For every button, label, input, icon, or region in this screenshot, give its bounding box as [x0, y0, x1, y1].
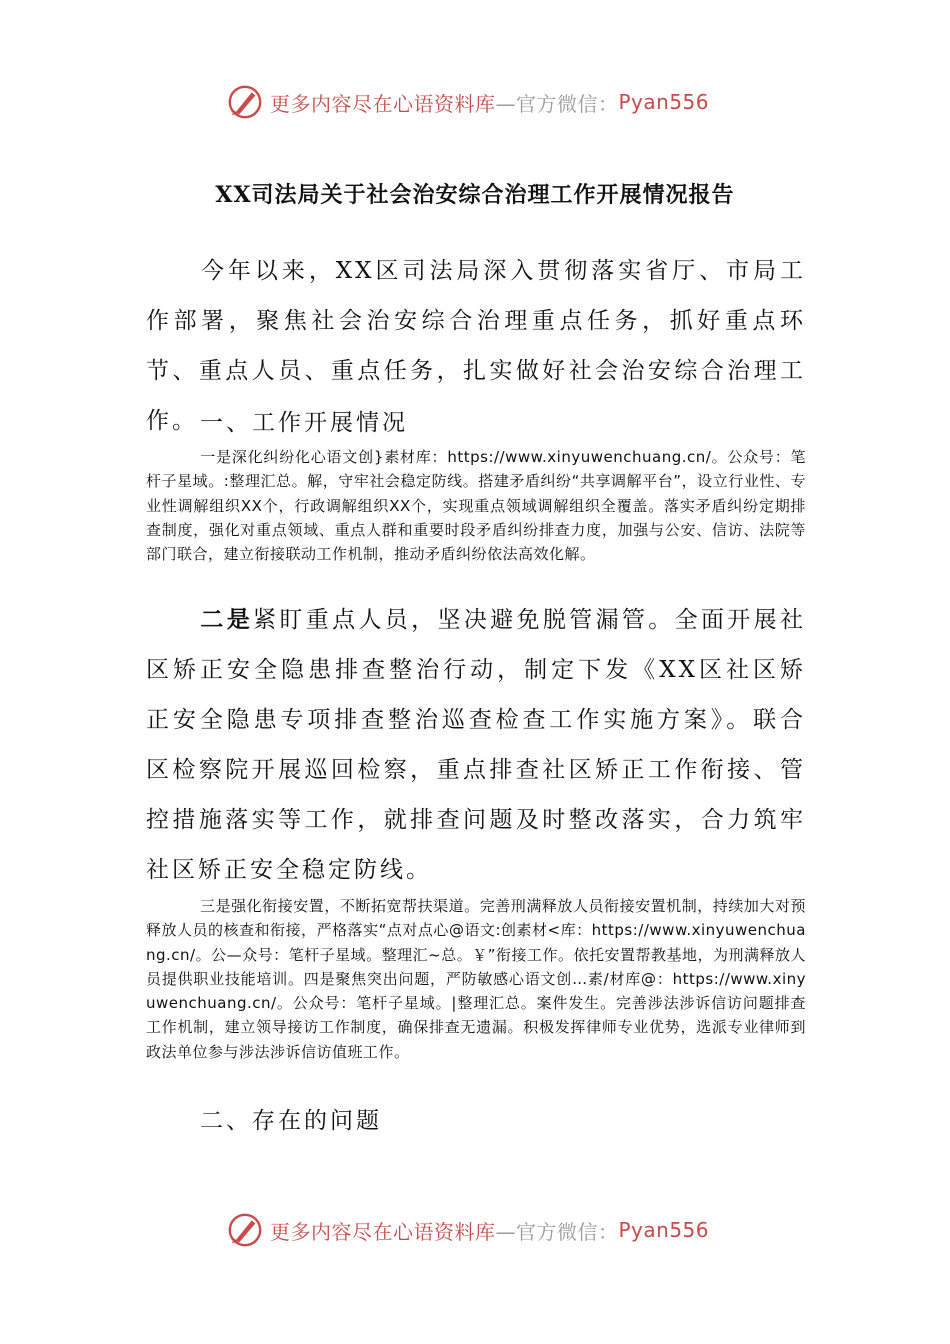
- paragraph-3: [146, 894, 806, 1064]
- footer-watermark: [226, 1210, 746, 1250]
- watermark-text-id: Pyan556: [618, 1218, 710, 1242]
- pen-logo-icon: [226, 1211, 264, 1249]
- watermark-text-main: 更多内容尽在心语资料库: [270, 1219, 496, 1244]
- pen-logo-icon: [226, 83, 264, 121]
- paragraph-2-lead: 二是: [200, 606, 254, 633]
- paragraph-2: [146, 595, 806, 895]
- paragraph-2-text: 紧盯重点人员，坚决避免脱管漏管。全面开展社区矫正安全隐患排查整治行动，制定下发《XX区社区矫正安全隐患专项排查整治巡查检查工作实施方案》。联合区检察院开展巡回检察，重点排查社区矫正工作衔接、管控措施落实等工作，就排查问题及时整改落实，合力筑牢社区矫正安全稳定防线。: [146, 607, 807, 883]
- paragraph-3-text: 三是强化衔接安置，不断拓宽帮扶渠道。完善刑满释放人员衔接安置机制，持续加大对预释放人员的核查和衔接，严格落实“点对点心@语文:创素材<库：https://www.xinyuwenchuang.cn/。公—众号：笔杆子星域。整理汇~总。￥”衔接工作。依托安置帮教基地，为刑满释放人员提供职业技能培训。四是聚焦突出问题，严防敏感心语文创…素/材库@：https://www.xinyuwenchuang.cn/。公众号：笔杆子星域。|整理汇总。案件发生。完善涉法涉诉信访问题排查工作机制，建立领导接访工作制度，确保排查无遗漏。积极发挥律师专业优势，选派专业律师到政法单位参与涉法涉诉信访值班工作。: [146, 897, 806, 1061]
- header-watermark: [226, 82, 746, 122]
- section-heading-1: 一、工作开展情况: [200, 410, 408, 436]
- watermark-text-main: 更多内容尽在心语资料库: [270, 91, 496, 116]
- watermark-text-sep: —官方微信：: [495, 91, 619, 116]
- paragraph-1: [146, 445, 806, 566]
- paragraph-1-text: 一是深化纠纷化心语文创}素材库：https://www.xinyuwenchuang.cn/。公众号：笔杆子星域。:整理汇总。解，守牢社会稳定防线。搭建矛盾纠纷“共享调解平台”，设立行业性、专业性调解组织XX个，行政调解组织XX个，实现重点领域调解组织全覆盖。落实矛盾纠纷定期排查制度，强化对重点领域、重点人群和重要时段矛盾纠纷排查力度，加强与公安、信访、法院等部门联合，建立衔接联动工作机制，推动矛盾纠纷依法高效化解。: [146, 448, 806, 564]
- document-title: XX司法局关于社会治安综合治理工作开展情况报告: [215, 182, 735, 208]
- section-heading-2: 二、存在的问题: [200, 1108, 382, 1134]
- watermark-text-sep: —官方微信：: [495, 1219, 619, 1244]
- watermark-text-id: Pyan556: [618, 90, 710, 114]
- intro-text: 今年以来，XX区司法局深入贯彻落实省厅、市局工作部署，聚焦社会治安综合治理重点任务，抓好重点环节、重点人员、重点任务，扎实做好社会治安综合治理工作。: [146, 258, 806, 434]
